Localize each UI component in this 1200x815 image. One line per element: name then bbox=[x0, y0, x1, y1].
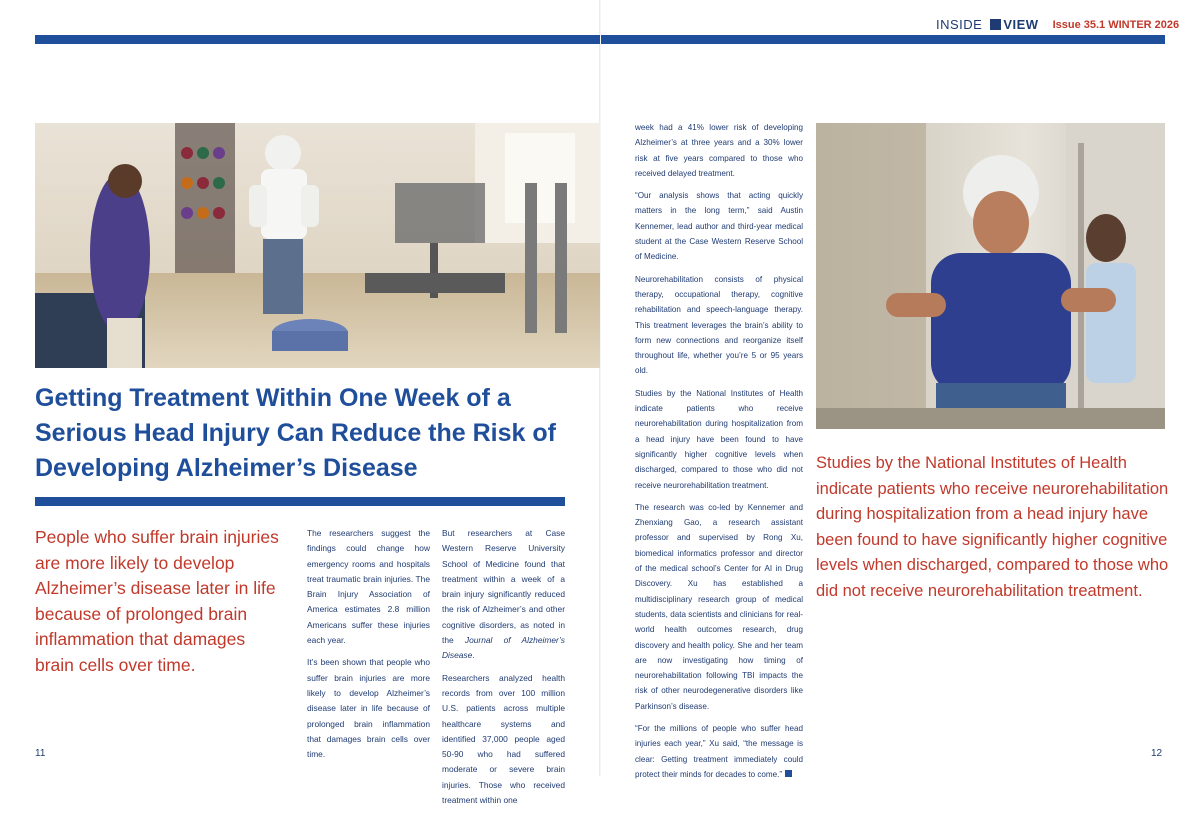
paragraph-text-end: . bbox=[472, 650, 475, 661]
body-column-3 bbox=[635, 120, 803, 789]
masthead-view: VIEW bbox=[1003, 17, 1039, 32]
photo-rehab-gym bbox=[35, 123, 600, 368]
paragraph: The research was co-led by Kennemer and Zhenxiang Gao, a research assistant professor and supervised by Rong Xu, biomedical informatics professor and director of the medical school’s Center for AI in Drug Discovery. Xu has established a multidisciplinary research group of medical students, data scientists and clinicians for real-world health outcomes research, drug discovery and health policy. She and her team are now investigating how timing of neurorehabilitation following TBI impacts the risk of other neurodegenerative disorders like Parkinson’s disease. bbox=[635, 502, 803, 711]
issue-label: Issue 35.1 WINTER 2026 bbox=[1052, 18, 1180, 31]
article-headline: Getting Treatment Within One Week of a Serious Head Injury Can Reduce the Risk of Developing Alzheimer’s Disease bbox=[35, 384, 556, 482]
top-rule-left bbox=[35, 35, 600, 44]
pull-quote-right: Studies by the National Institutes of Health indicate patients who receive neurorehabilitation during hospitalization from a head injury have been found to have significantly higher cognitive levels when discharged, compared to those who did not receive neurorehabilitation treatment. bbox=[816, 454, 1169, 600]
masthead bbox=[936, 17, 1179, 32]
paragraph: Studies by the National Institutes of Health indicate patients who receive neurorehabilitation during hospitalization from a head injury have been found to have significantly higher cognitive levels when discharged, compared to those who did not receive neurorehabilitation treatment. bbox=[635, 388, 803, 490]
paragraph-last bbox=[635, 721, 803, 782]
end-mark-icon bbox=[785, 770, 792, 777]
paragraph: Researchers analyzed health records from over 100 million U.S. patients across multiple healthcare systems and identified 37,000 people aged 50-90 who had suffered moderate or severe brain injuries. Those who received treatment within one bbox=[442, 672, 565, 806]
journal-title: Journal of Alzheimer’s Disease bbox=[442, 635, 565, 661]
paragraph-text: “For the millions of people who suffer head injuries each year,” Xu said, “the message is clear: Getting treatment immediately could protect their minds for decades to come.” bbox=[635, 723, 803, 779]
page-number-right: 12 bbox=[1151, 748, 1163, 759]
paragraph-text: But researchers at Case Western Reserve University School of Medicine found that treatment within a week of a brain injury significantly reduced the risk of Alzheimer’s and other cognitive disorders, as noted in the bbox=[442, 528, 565, 646]
paragraph: Neurorehabilitation consists of physical therapy, occupational therapy, cognitive rehabilitation and speech-language therapy. This treatment leverages the brain’s ability to form new connections and reorganize itself throughout life, whether you’re 5 or 95 years old. bbox=[635, 274, 803, 376]
paragraph: “Our analysis shows that acting quickly matters in the long term,” said Austin Kennemer, lead author and third-year medical student at the Case Western Reserve School of Medicine. bbox=[635, 191, 803, 262]
paragraph: The researchers suggest the findings could change how emergency rooms and hospitals treat traumatic brain injuries. The Brain Injury Association of America estimates 2.8 million Americans suffer these injuries each year. bbox=[307, 528, 430, 646]
top-rule-right bbox=[601, 35, 1165, 44]
paragraph bbox=[442, 526, 565, 664]
masthead-inside: INSIDE bbox=[936, 17, 983, 32]
pull-quote-left: People who suffer brain injuries are more likely to develop Alzheimer’s disease later in life because of prolonged brain inflammation that damages brain cells over time. bbox=[35, 527, 279, 675]
masthead-square-icon bbox=[990, 19, 1001, 30]
paragraph: It’s been shown that people who suffer brain injuries are more likely to develop Alzheimer’s disease later in life because of prolonged brain inflammation that damages brain cells over time. bbox=[307, 657, 430, 760]
page-gutter bbox=[599, 0, 601, 776]
body-column-1 bbox=[307, 526, 430, 769]
page-number-left: 11 bbox=[35, 748, 46, 759]
paragraph: week had a 41% lower risk of developing Alzheimer’s at three years and a 30% lower risk at five years compared to those who received delayed treatment. bbox=[635, 123, 803, 178]
photo-patient-seated bbox=[816, 123, 1165, 429]
headline-rule bbox=[35, 497, 565, 506]
body-column-2 bbox=[442, 526, 565, 815]
